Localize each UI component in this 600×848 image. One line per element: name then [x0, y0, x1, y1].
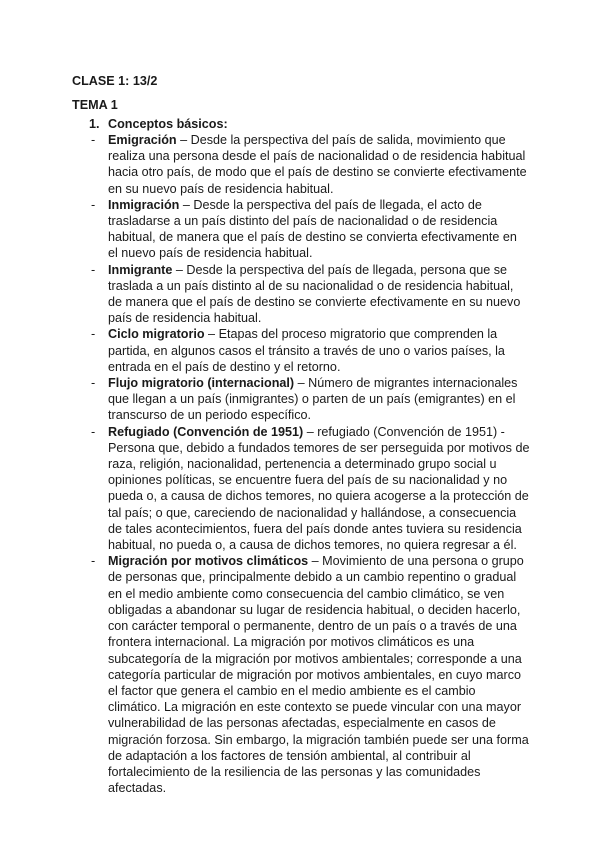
item-term: Inmigrante	[108, 262, 173, 277]
section-number: 1.	[89, 117, 100, 131]
item-definition: – Número de migrantes internacionales que llegan a un país (inmigrantes) o parten de un país (emigrantes) en el transcurso de un periodo específico.	[108, 376, 518, 423]
item-definition: – Movimiento de una persona o grupo de personas que, principalmente debido a un cambio repentino o gradual en el medio ambiente como consecuencia del cambio climático, se ven obligadas a abandonar su lugar de residencia habitual, o deciden hacerlo, con carácter temporal o permanente, dentro de un país o a través de una frontera internacional. La migración por motivos climáticos es una subcategoría de la migración por motivos ambientales; corresponde a una categoría particular de migración por motivos ambientales, en cuyo marco el factor que genera el cambio en el medio ambiente es el cambio climático. La migración en este contexto se puede vincular con una mayor vulnerabilidad de las personas afectadas, especialmente en casos de migración forzosa. Sin embargo, la migración también puede ser una forma de adaptación a los factores de tensión ambiental, al contribuir al fortalecimiento de la resiliencia de las personas y las comunidades afectadas.	[108, 554, 529, 796]
bullet-dash: -	[91, 376, 96, 391]
list-item-emigracion	[0, 132, 530, 197]
section-title-text: Conceptos básicos:	[108, 117, 228, 131]
item-term: Flujo migratorio (internacional)	[108, 376, 295, 391]
list-item-inmigracion	[0, 197, 530, 262]
item-definition: – Desde la perspectiva del país de salida, movimiento que realiza una persona desde el país de nacionalidad o de residencia habitual hacia otro país, de modo que el país de destino se convierte efectivamente en su nuevo país de residencia habitual.	[108, 133, 527, 196]
item-definition: – Desde la perspectiva del país de llegada, el acto de trasladarse a un país distinto del país de nacionalidad o de residencia habitual, de manera que el país de destino se convierta efectivamente en el nuevo país de residencia habitual.	[108, 197, 517, 261]
topic-heading: TEMA 1	[72, 98, 118, 112]
bullet-dash: -	[91, 197, 96, 212]
bullet-dash: -	[91, 327, 96, 342]
list-item-ciclo-migratorio	[0, 326, 530, 375]
item-definition: – Etapas del proceso migratorio que comprenden la partida, en algunos casos el tránsito a través de uno o varios países, la entrada en el país de destino y el retorno.	[108, 327, 505, 374]
bullet-dash: -	[91, 424, 96, 439]
list-item-migracion-climatica	[0, 553, 530, 796]
section-title	[89, 116, 228, 132]
item-term: Refugiado (Convención de 1951)	[108, 424, 304, 439]
list-item-refugiado	[0, 424, 530, 554]
item-term: Inmigración	[108, 197, 180, 212]
item-definition: – Desde la perspectiva del país de llegada, persona que se traslada a un país distinto al de su nacionalidad o de residencia habitual, de manera que el país de destino se convierte efectivamente en su nuevo país de residencia habitual.	[108, 262, 521, 326]
item-term: Migración por motivos climáticos	[108, 554, 309, 569]
bullet-dash: -	[91, 133, 96, 147]
list-item-inmigrante	[0, 262, 530, 327]
bullet-dash: -	[91, 262, 96, 277]
item-definition: – refugiado (Convención de 1951) - Persona que, debido a fundados temores de ser perseguida por motivos de raza, religión, nacionalidad, pertenencia a determinado grupo social u opiniones políticas, se encuentre fuera del país de su nacionalidad y no pueda o, a causa de dichos temores, no quiera acogerse a la protección de tal país; o que, careciendo de nacionalidad y hallándose, a consecuencia de tales acontecimientos, fuera del país donde antes tuviera su residencia habitual, no pueda o, a causa de dichos temores, no quiera regresar a él.	[108, 424, 530, 553]
list-item-flujo-migratorio	[0, 375, 530, 424]
class-heading: CLASE 1: 13/2	[72, 74, 158, 88]
bullet-dash: -	[91, 554, 96, 569]
item-term: Emigración	[108, 133, 177, 147]
item-term: Ciclo migratorio	[108, 327, 205, 342]
concepts-list	[0, 132, 600, 796]
